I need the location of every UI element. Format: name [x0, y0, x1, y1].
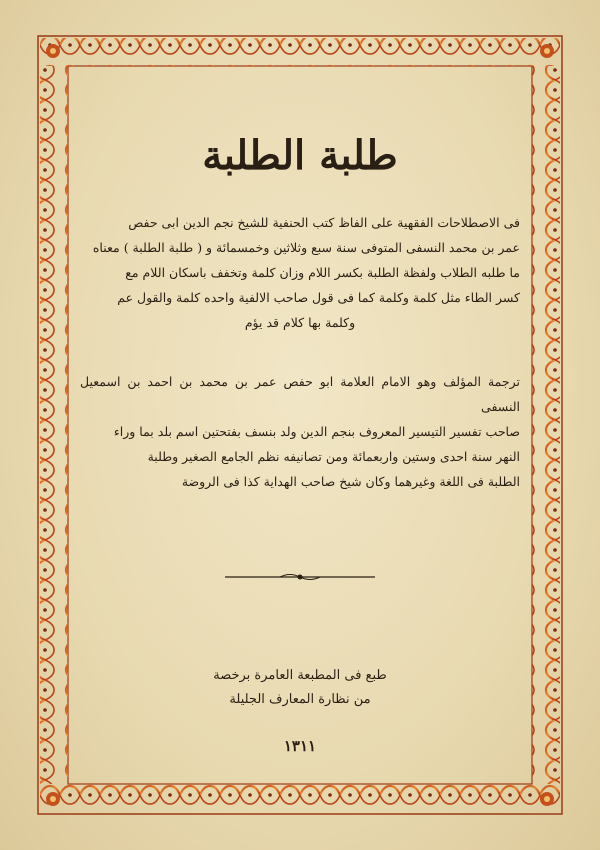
intro-line: فى الاصطلاحات الفقهية على الفاظ كتب الحنفية للشيخ نجم الدين ابى حفص: [128, 215, 520, 230]
ornamental-divider: [225, 572, 375, 582]
text-block: [80, 120, 520, 810]
printer-line: طبع فى المطبعة العامرة برخصة: [213, 668, 387, 683]
book-title: طلبة الطلبة: [202, 132, 398, 179]
intro-line: عمر بن محمد النسفى المتوفى سنة سبع وثلاثين وخمسمائة و ( طلبة الطلبة ) معناه: [92, 240, 520, 255]
publication-year: ١٣١١: [283, 737, 317, 755]
bio-line: صاحب تفسير التيسير المعروف بنجم الدين ولد بنسف بفتحتين اسم بلد بما وراء: [113, 424, 520, 439]
bio-line: ترجمة المؤلف وهو الامام العلامة ابو حفص عمر بن محمد بن احمد بن اسمعيل النسفى: [80, 374, 520, 414]
intro-paragraph: [80, 210, 520, 335]
intro-line: وكلمة بها كلام قد يؤم: [244, 315, 356, 330]
ministry-line: من نظارة المعارف الجليلة: [229, 692, 371, 707]
imprint-block: [80, 664, 520, 758]
bio-line: النهر سنة احدى وستين واربعمائة ومن تصانيفه نظم الجامع الصغير وطلبة: [147, 449, 520, 464]
intro-line: كسر الطاء مثل كلمة وكلمة كما فى قول صاحب الالفية واحده كلمة والقول عم: [117, 290, 520, 305]
intro-line: ما طلبه الطلاب ولفظة الطلبة بكسر اللام وزان كلمة وتخفف باسكان اللام مع: [125, 265, 520, 280]
bio-line: الطلبة فى اللغة وغيرهما وكان شيخ صاحب الهداية كذا فى الروضة: [181, 474, 520, 489]
author-biography: [80, 369, 520, 494]
